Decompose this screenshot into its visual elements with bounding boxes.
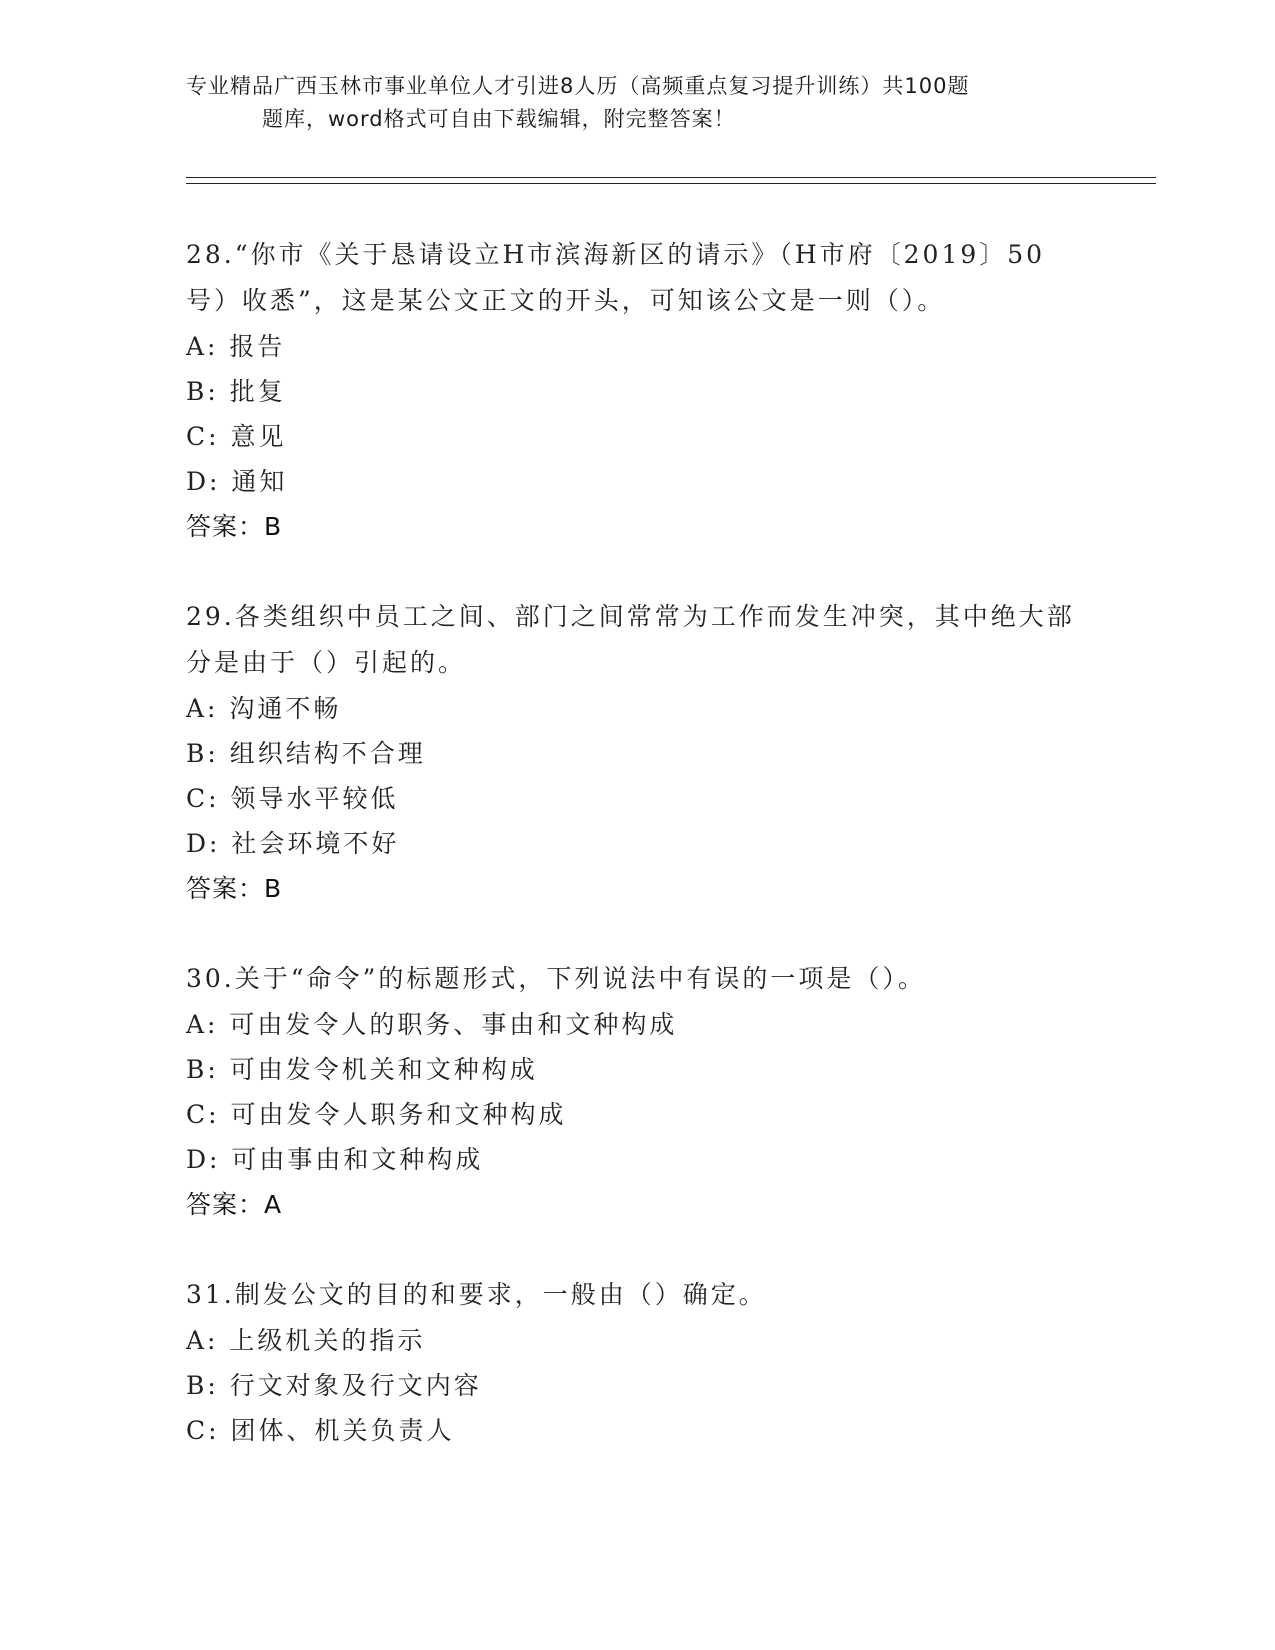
question-30 [186, 956, 1086, 1228]
header-divider-top [186, 177, 1156, 178]
question-text: 31.制发公文的目的和要求，一般由（）确定。 [186, 1280, 767, 1309]
option-d: D: 通知 [186, 467, 288, 496]
option-d: D: 可由事由和文种构成 [186, 1145, 484, 1174]
option-b: B: 组织结构不合理 [186, 739, 426, 768]
question-text: 30.关于“命令”的标题形式，下列说法中有误的一项是（）。 [186, 964, 926, 993]
question-text: 28.“你市《关于恳请设立H市滨海新区的请示》（H市府〔2019〕50号）收悉”，这是某公文正文的开头，可知该公文是一则（）。 [186, 240, 1046, 315]
option-a: A: 可由发令人的职务、事由和文种构成 [186, 1010, 678, 1039]
question-29 [186, 594, 1086, 912]
answer: 答案：A [186, 1190, 283, 1219]
option-b: B: 可由发令机关和文种构成 [186, 1055, 538, 1084]
option-a: A: 沟通不畅 [186, 694, 342, 723]
header-title-line2: 题库，word格式可自由下载编辑，附完整答案！ [262, 107, 736, 131]
header-divider-bottom [186, 183, 1156, 184]
option-c: C: 团体、机关负责人 [186, 1416, 455, 1445]
answer: 答案：B [186, 874, 283, 903]
question-28 [186, 232, 1086, 550]
question-31 [186, 1272, 1086, 1453]
document-header [186, 70, 1086, 136]
option-a: A: 上级机关的指示 [186, 1326, 426, 1355]
option-a: A: 报告 [186, 332, 286, 361]
question-list [186, 232, 1086, 1497]
option-c: C: 领导水平较低 [186, 784, 399, 813]
option-b: B: 行文对象及行文内容 [186, 1371, 482, 1400]
option-c: C: 可由发令人职务和文种构成 [186, 1100, 567, 1129]
option-c: C: 意见 [186, 422, 287, 451]
header-title-line1: 专业精品广西玉林市事业单位人才引进8人历（高频重点复习提升训练）共100题 [186, 74, 970, 98]
option-b: B: 批复 [186, 377, 286, 406]
question-text: 29.各类组织中员工之间、部门之间常常为工作而发生冲突，其中绝大部分是由于（）引起的。 [186, 602, 1075, 677]
option-d: D: 社会环境不好 [186, 829, 400, 858]
answer: 答案：B [186, 512, 283, 541]
